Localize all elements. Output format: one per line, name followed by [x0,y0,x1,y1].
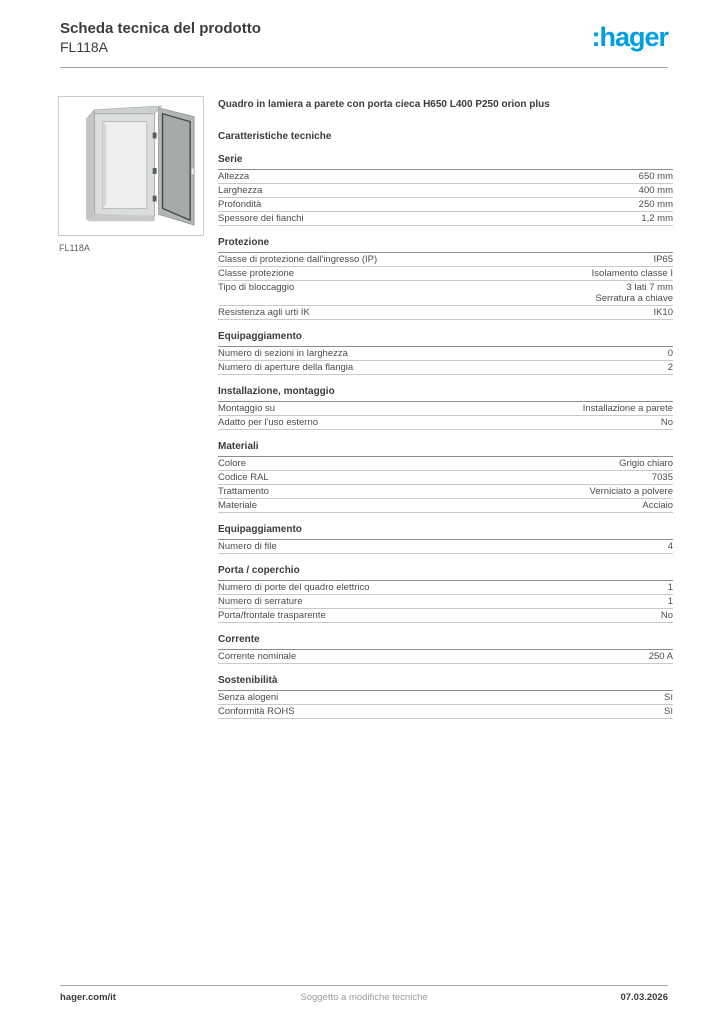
spec-row-label: Tipo di bloccaggio [218,282,295,293]
product-reference: FL118A [60,39,108,55]
spec-row [218,705,673,719]
spec-row [218,595,673,609]
spec-row-label: Numero di porte del quadro elettrico [218,582,370,593]
spec-section-title: Equipaggiamento [218,524,673,540]
spec-row [218,347,673,361]
spec-row-label: Classe protezione [218,268,295,279]
spec-row [218,184,673,198]
footer-disclaimer: Soggetto a modifiche tecniche [300,992,428,1003]
spec-row-label: Numero di aperture della flangia [218,362,354,373]
spec-row [218,402,673,416]
product-image [58,96,204,236]
spec-row [218,212,673,226]
spec-section-title: Sostenibilità [218,675,673,691]
spec-section-title: Serie [218,154,673,170]
spec-row-value: Sì [664,706,673,717]
spec-row-value: 400 mm [638,185,673,196]
spec-row-label: Colore [218,458,246,469]
spec-row-label: Resistenza agli urti IK [218,307,310,318]
spec-row [218,281,673,306]
spec-row-label: Trattamento [218,486,269,497]
spec-section [218,237,673,320]
spec-row-label: Spessore dei fianchi [218,213,304,224]
spec-row-value: 1,2 mm [641,213,673,224]
spec-section-title: Corrente [218,634,673,650]
header-divider [60,67,668,68]
spec-row-label: Adatto per l'uso esterno [218,417,319,428]
spec-row [218,253,673,267]
enclosure-illustration [59,97,203,235]
spec-row-value: Acciaio [642,500,673,511]
spec-row-value: 1 [667,596,673,607]
spec-row [218,457,673,471]
footer-website-link[interactable]: hager.com/it [60,992,116,1003]
spec-section-title: Installazione, montaggio [218,386,673,402]
spec-section [218,386,673,430]
spec-section-title: Equipaggiamento [218,331,673,347]
spec-row-label: Corrente nominale [218,651,297,662]
product-description: Quadro in lamiera a parete con porta cieca H650 L400 P250 orion plus [218,99,550,110]
spec-row-label: Altezza [218,171,250,182]
spec-row [218,170,673,184]
spec-row-value: Verniciato a polvere [589,486,673,497]
spec-row-value: 1 [667,582,673,593]
footer-divider [60,985,668,986]
spec-row [218,650,673,664]
spec-row-label: Numero di file [218,541,277,552]
spec-row-value: Installazione a parete [582,403,673,414]
header [60,20,668,56]
spec-row [218,361,673,375]
spec-row-value: Isolamento classe I [591,268,673,279]
spec-row [218,499,673,513]
spec-row [218,540,673,554]
spec-row-label: Materiale [218,500,258,511]
spec-row-value: No [660,610,673,621]
spec-row-value: 4 [667,541,673,552]
spec-row-value: 650 mm [638,171,673,182]
spec-row-label: Codice RAL [218,472,269,483]
spec-row-label: Numero di serrature [218,596,303,607]
spec-row-value: IP65 [653,254,673,265]
spec-row [218,471,673,485]
spec-row [218,306,673,320]
footer-date: 07.03.2026 [620,992,668,1003]
spec-row-value: IK10 [653,307,673,318]
spec-row-value: 3 lati 7 mm Serratura a chiave [595,282,673,304]
spec-section [218,331,673,375]
hager-logo: :hager [591,22,668,52]
spec-section [218,154,673,226]
spec-row-value: 2 [667,362,673,373]
spec-row [218,267,673,281]
spec-row-label: Classe di protezione dall'ingresso (IP) [218,254,378,265]
spec-section [218,675,673,719]
spec-row-value: Grigio chiaro [619,458,673,469]
spec-row-value: 0 [667,348,673,359]
product-image-caption: FL118A [59,243,90,253]
spec-row [218,485,673,499]
spec-row-label: Porta/frontale trasparente [218,610,326,621]
main-content [218,96,673,719]
spec-row-value: 250 A [648,651,673,662]
spec-section [218,441,673,513]
spec-row-label: Senza alogeni [218,692,279,703]
spec-section [218,565,673,623]
page-title: Scheda tecnica del prodotto [60,20,261,37]
spec-row-value: 7035 [651,472,673,483]
spec-section-title: Protezione [218,237,673,253]
spec-section [218,634,673,664]
spec-row-label: Profondità [218,199,262,210]
spec-row [218,416,673,430]
spec-row [218,691,673,705]
spec-row [218,609,673,623]
spec-row [218,198,673,212]
spec-sections [218,154,673,719]
spec-section-title: Materiali [218,441,673,457]
spec-section-title: Porta / coperchio [218,565,673,581]
spec-row-value: Sì [664,692,673,703]
spec-row-label: Numero di sezioni in larghezza [218,348,348,359]
spec-section [218,524,673,554]
spec-row-label: Montaggio su [218,403,276,414]
spec-row-label: Conformità ROHS [218,706,295,717]
spec-row-value: 250 mm [638,199,673,210]
spec-row-label: Larghezza [218,185,263,196]
spec-row [218,581,673,595]
tech-characteristics-heading: Caratteristiche tecniche [218,131,332,142]
spec-row-value: No [660,417,673,428]
